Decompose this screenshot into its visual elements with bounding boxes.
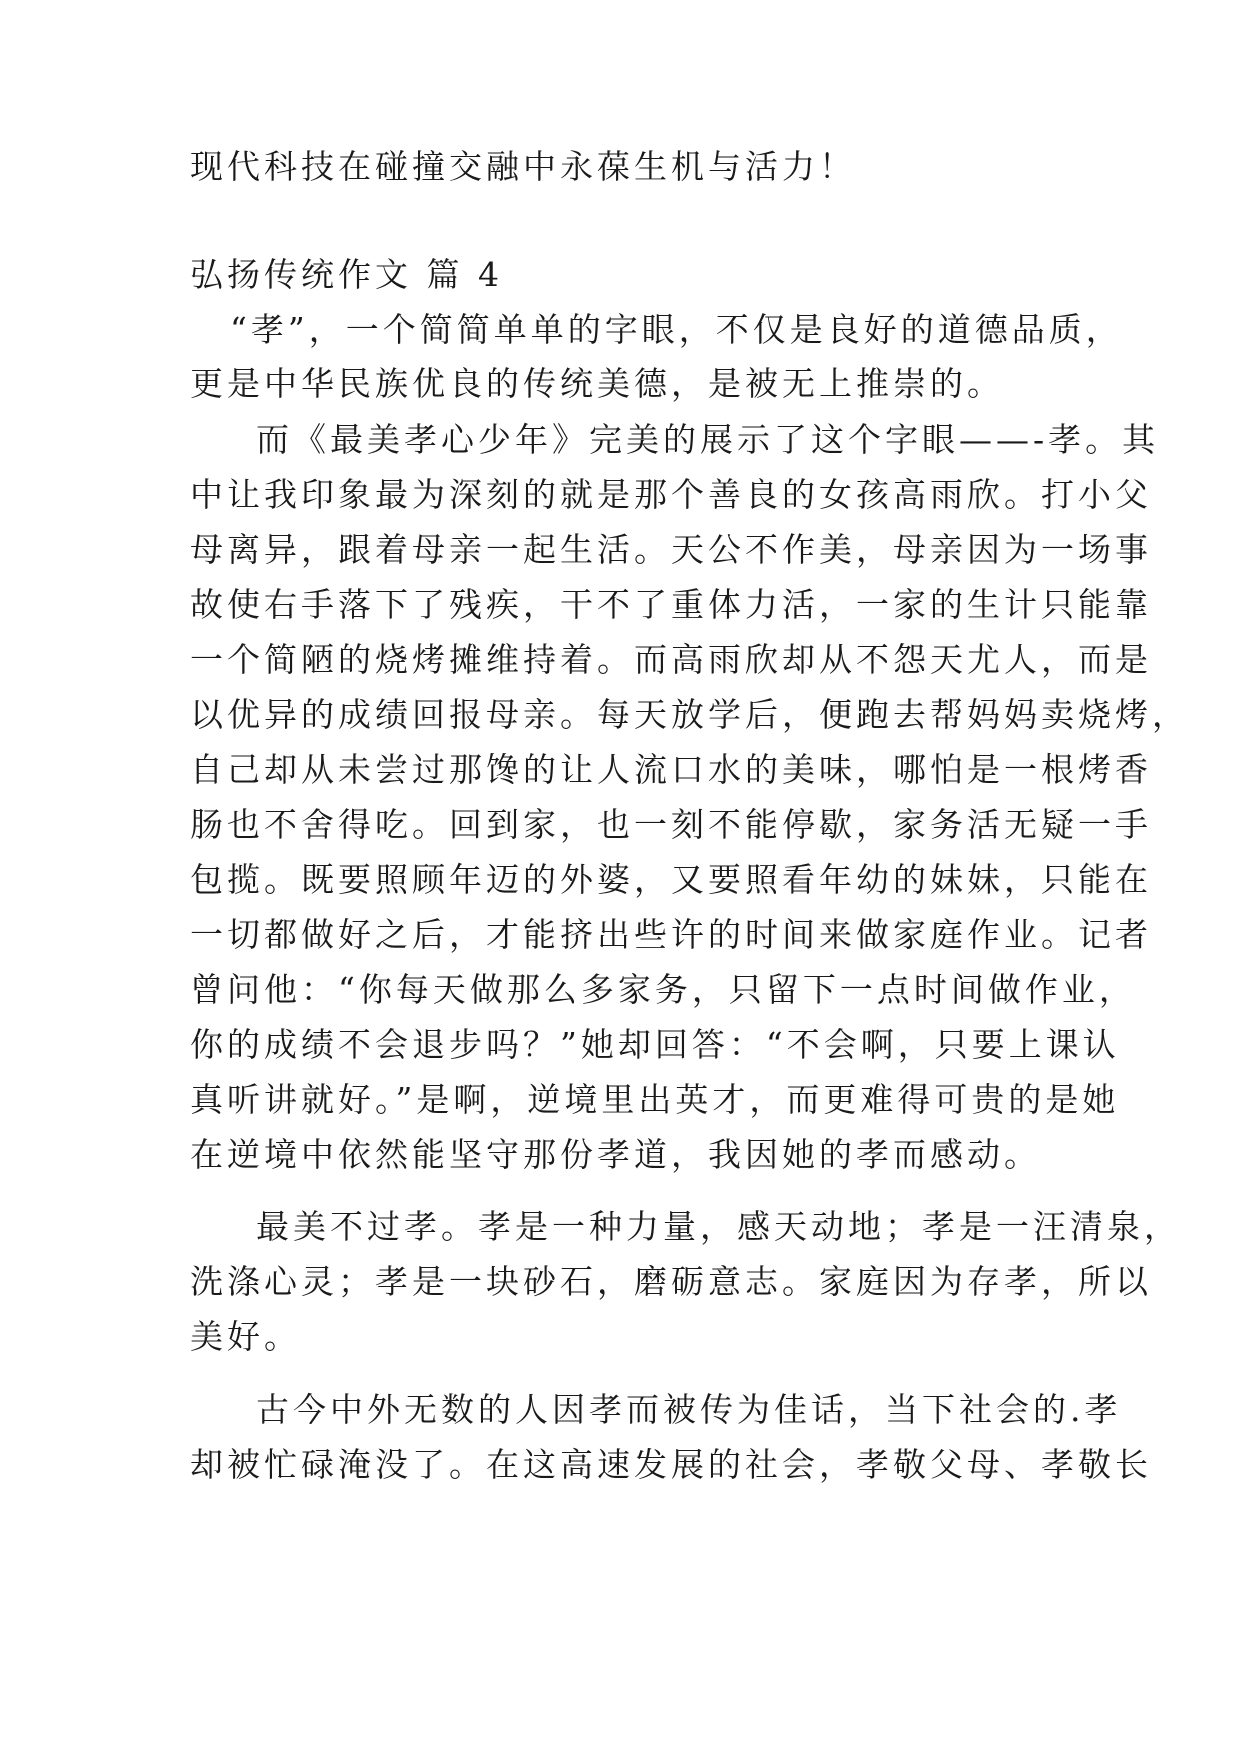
paragraph-2-line-3: 母离异，跟着母亲一起生活。天公不作美，母亲因为一场事 xyxy=(190,530,1152,569)
continuation-line: 现代科技在碰撞交融中永葆生机与活力！ xyxy=(190,147,856,186)
paragraph-2-line-6: 以优异的成绩回报母亲。每天放学后，便跑去帮妈妈卖烧烤， xyxy=(190,695,1189,734)
paragraph-2-line-8: 肠也不舍得吃。回到家，也一刻不能停歇，家务活无疑一手 xyxy=(190,805,1152,844)
paragraph-2-line-4: 故使右手落下了残疾，干不了重体力活，一家的生计只能靠 xyxy=(190,585,1152,624)
paragraph-2-line-10: 一切都做好之后，才能挤出些许的时间来做家庭作业。记者 xyxy=(190,915,1152,954)
paragraph-3-line-3: 美好。 xyxy=(190,1317,301,1356)
paragraph-3-line-2: 洗涤心灵；孝是一块砂石，磨砺意志。家庭因为存孝，所以 xyxy=(190,1262,1152,1301)
paragraph-1-line-2: 更是中华民族优良的传统美德，是被无上推崇的。 xyxy=(190,364,1004,403)
section-title: 弘扬传统作文 篇 4 xyxy=(190,255,503,294)
paragraph-2-line-11: 曾问他：“你每天做那么多家务，只留下一点时间做作业， xyxy=(190,970,1136,1009)
paragraph-2-line-13: 真听讲就好。”是啊，逆境里出英才，而更难得可贵的是她 xyxy=(190,1080,1120,1119)
paragraph-2-line-9: 包揽。既要照顾年迈的外婆，又要照看年幼的妹妹，只能在 xyxy=(190,860,1152,899)
paragraph-2-line-12: 你的成绩不会退步吗？”她却回答：“不会啊，只要上课认 xyxy=(190,1025,1120,1064)
paragraph-3-line-1: 最美不过孝。孝是一种力量，感天动地；孝是一汪清泉， xyxy=(256,1207,1181,1246)
paragraph-2-line-2: 中让我印象最为深刻的就是那个善良的女孩高雨欣。打小父 xyxy=(190,475,1152,514)
paragraph-1-line-1: “孝”，一个简简单单的字眼，不仅是良好的道德品质， xyxy=(230,310,1123,349)
paragraph-2-line-7: 自己却从未尝过那馋的让人流口水的美味，哪怕是一根烤香 xyxy=(190,750,1152,789)
paragraph-2-line-5: 一个简陋的烧烤摊维持着。而高雨欣却从不怨天尤人，而是 xyxy=(190,640,1152,679)
paragraph-2-line-14: 在逆境中依然能坚守那份孝道，我因她的孝而感动。 xyxy=(190,1135,1041,1174)
paragraph-4-line-1: 古今中外无数的人因孝而被传为佳话，当下社会的.孝 xyxy=(256,1390,1122,1429)
paragraph-2-line-1: 而《最美孝心少年》完美的展示了这个字眼——-孝。其 xyxy=(256,420,1160,459)
paragraph-4-line-2: 却被忙碌淹没了。在这高速发展的社会，孝敬父母、孝敬长 xyxy=(190,1445,1152,1484)
